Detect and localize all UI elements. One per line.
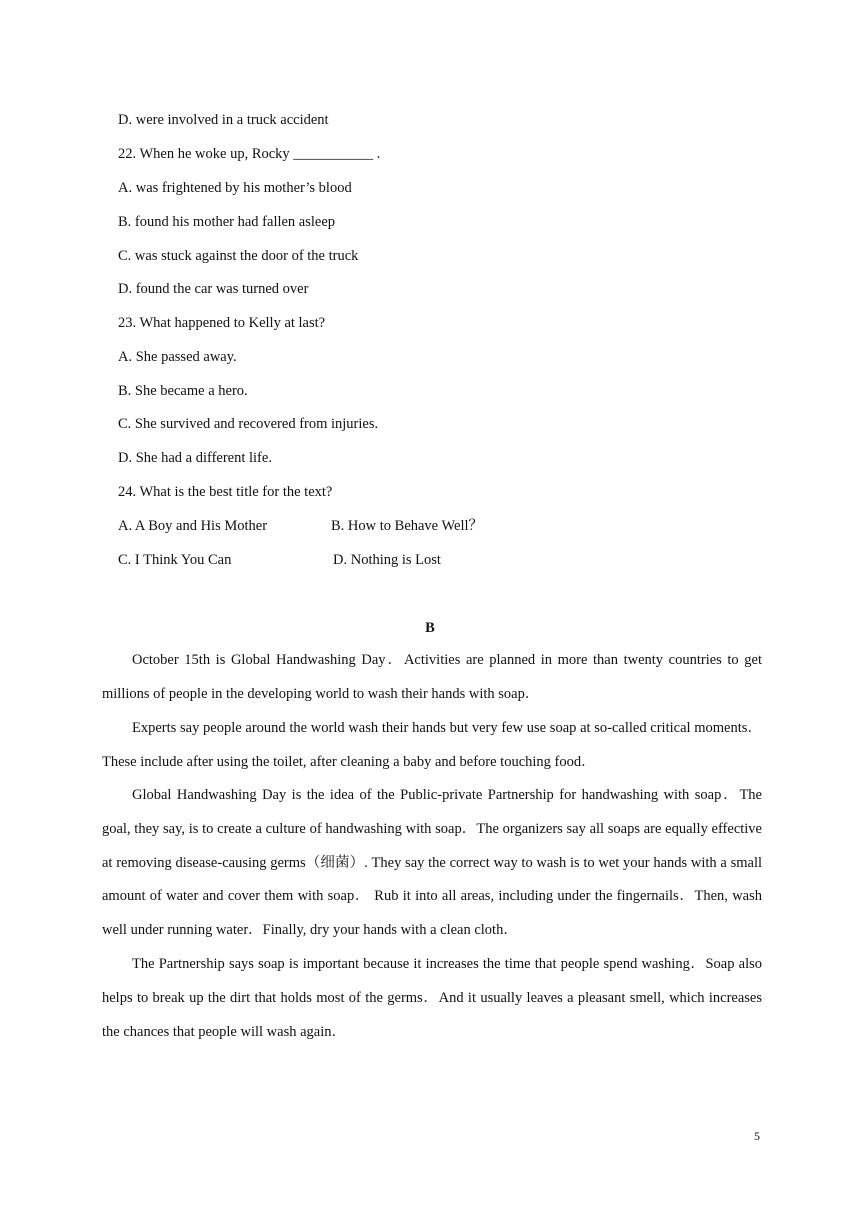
option-23-d: D. She had a different life.: [118, 450, 272, 466]
paragraph-1: October 15th is Global Handwashing Day．Activities are planned in more than twenty countries to get millions of people in the developing world to wash their hands with soap．: [102, 652, 762, 702]
question-22-stem: 22. When he woke up, Rocky ___________ .: [118, 146, 381, 162]
option-24-b: B. How to Behave Well？: [331, 518, 484, 534]
page-number: 5: [754, 1129, 760, 1143]
question-24-stem: 24. What is the best title for the text?: [118, 484, 333, 500]
option-22-b: B. found his mother had fallen asleep: [118, 214, 336, 230]
question-23-stem: 23. What happened to Kelly at last?: [118, 315, 326, 331]
option-22-a: A. was frightened by his mother’s blood: [118, 180, 352, 196]
section-title-b: B: [425, 620, 435, 636]
option-24-c: C. I Think You Can: [118, 552, 232, 568]
option-24-a: A. A Boy and His Mother: [118, 518, 268, 534]
option-23-b: B. She became a hero.: [118, 383, 248, 399]
paragraph-3: Global Handwashing Day is the idea of the Public-private Partnership for handwashing with soap．The goal, they say, is to create a culture of handwashing with soap．The organizers say all soaps are equally effective at removing disease-causing germs（细菌）. They say the correct way to wash is to wet your hands with a small amount of water and cover them with soap． Rub it into all areas, including under the fingernails．Then, wash well under running water．Finally, dry your hands with a clean cloth．: [102, 787, 762, 939]
option-22-c: C. was stuck against the door of the truck: [118, 248, 359, 264]
option-21-d: D. were involved in a truck accident: [118, 112, 329, 128]
paragraph-2: Experts say people around the world wash their hands but very few use soap at so-called critical moments．These include after using the toilet, after cleaning a baby and before touching food．: [102, 720, 762, 770]
option-23-c: C. She survived and recovered from injuries.: [118, 416, 379, 432]
option-22-d: D. found the car was turned over: [118, 281, 309, 297]
option-24-d: D. Nothing is Lost: [333, 552, 441, 568]
paragraph-4: The Partnership says soap is important because it increases the time that people spend washing．Soap also helps to break up the dirt that holds most of the germs．And it usually leaves a pleasant smell, which increases the chances that people will wash again．: [102, 956, 762, 1040]
option-23-a: A. She passed away.: [118, 349, 237, 365]
